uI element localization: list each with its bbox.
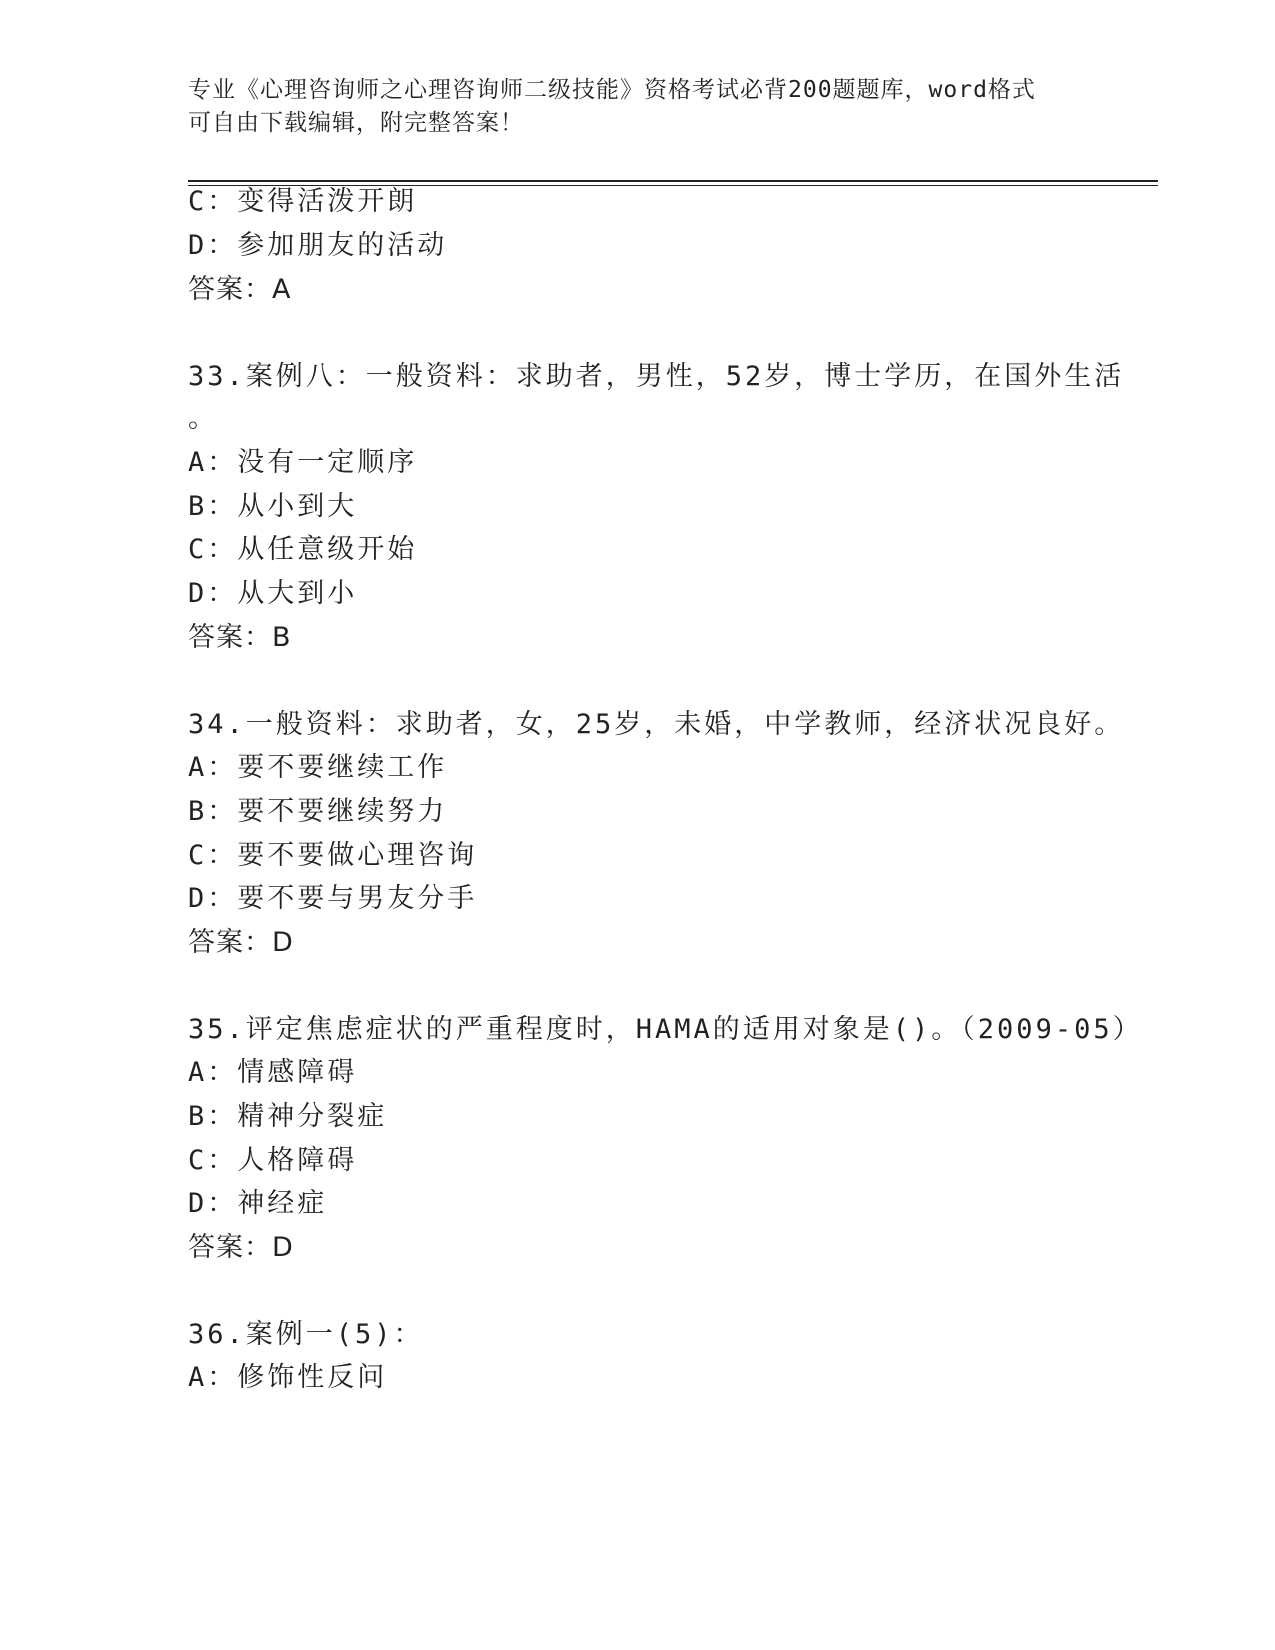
q33-option-a: A：没有一定顺序 [188, 447, 418, 478]
q32-option-d: D：参加朋友的活动 [188, 230, 448, 261]
q35-answer: 答案：D [188, 1232, 294, 1263]
q32-answer: 答案：A [188, 274, 292, 305]
q34-stem: 34.一般资料：求助者，女，25岁，未婚，中学教师，经济状况良好。 [188, 709, 1125, 740]
q33-option-b: B：从小到大 [188, 491, 358, 522]
q35-option-a: A：情感障碍 [188, 1057, 358, 1088]
header-rule-thick [188, 180, 1158, 182]
q34-option-a: A：要不要继续工作 [188, 752, 448, 783]
document-header [188, 74, 1078, 140]
header-title-line-2: 可自由下载编辑，附完整答案！ [188, 110, 524, 136]
q35-option-d: D：神经症 [188, 1188, 328, 1219]
q36-stem: 36.案例一(5)： [188, 1319, 424, 1350]
q36-option-a: A：修饰性反问 [188, 1362, 388, 1393]
q35-option-b: B：精神分裂症 [188, 1101, 388, 1132]
q33-stem: 33.案例八：一般资料：求助者，男性，52岁，博士学历，在国外生活 [188, 361, 1125, 392]
q34-option-c: C：要不要做心理咨询 [188, 840, 478, 871]
q34-option-d: D：要不要与男友分手 [188, 883, 478, 914]
q35-stem: 35.评定焦虑症状的严重程度时，HAMA的适用对象是()。（2009-05） [188, 1014, 1143, 1045]
q34-answer: 答案：D [188, 927, 294, 958]
q33-stem-continuation: 。 [188, 403, 218, 434]
q35-option-c: C：人格障碍 [188, 1145, 358, 1176]
q32-option-c: C：变得活泼开朗 [188, 186, 418, 217]
q33-option-c: C：从任意级开始 [188, 534, 418, 565]
q33-answer: 答案：B [188, 622, 292, 653]
header-title-line-1: 专业《心理咨询师之心理咨询师二级技能》资格考试必背200题题库，word格式 [188, 77, 1036, 103]
q34-option-b: B：要不要继续努力 [188, 796, 448, 827]
q33-option-d: D：从大到小 [188, 578, 358, 609]
